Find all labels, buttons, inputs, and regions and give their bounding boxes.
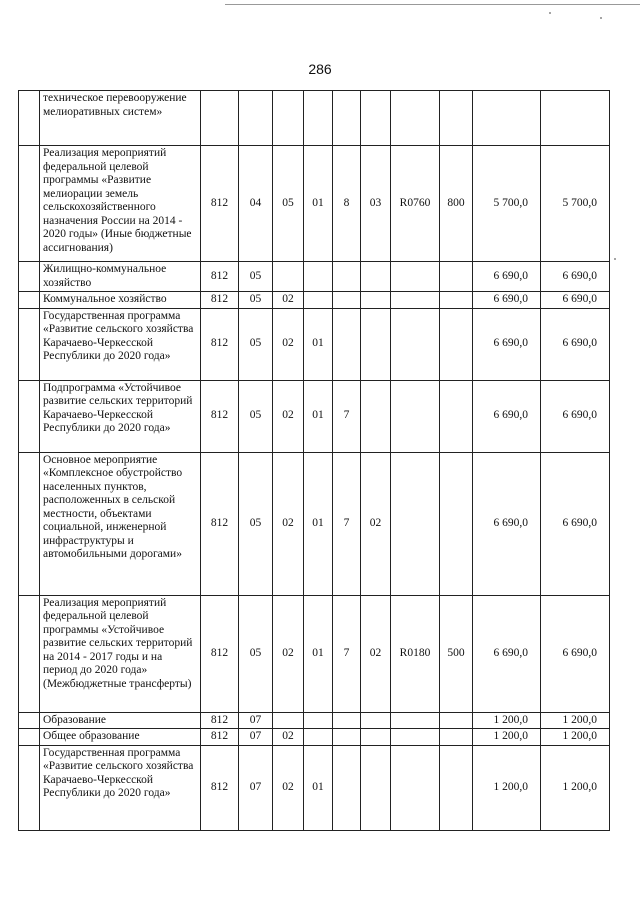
cell-amount-1: 6 690,0	[473, 380, 541, 452]
cell-direction	[391, 91, 440, 146]
table-row	[19, 91, 610, 146]
top-rule	[225, 4, 640, 5]
cell-admin	[201, 91, 239, 146]
cell-activity: 02	[361, 452, 391, 595]
cell-direction	[391, 292, 440, 309]
table-row	[19, 452, 610, 595]
cell-amount-1: 6 690,0	[473, 452, 541, 595]
row-name: Государственная программа «Развитие сельского хозяйства Карачаево-Черкесской Республики до 2020 года»	[40, 308, 201, 380]
blank-cell	[19, 262, 40, 292]
cell-expense-type: 800	[440, 146, 473, 262]
table-row	[19, 292, 610, 309]
cell-amount-1: 6 690,0	[473, 595, 541, 712]
cell-program: 01	[304, 745, 333, 830]
cell-subsection: 02	[273, 729, 304, 746]
cell-section: 05	[239, 452, 273, 595]
cell-section: 07	[239, 729, 273, 746]
cell-expense-type	[440, 91, 473, 146]
cell-activity	[361, 262, 391, 292]
table-row	[19, 729, 610, 746]
cell-direction	[391, 729, 440, 746]
table-row	[19, 262, 610, 292]
cell-activity	[361, 745, 391, 830]
cell-expense-type	[440, 380, 473, 452]
cell-subsection: 02	[273, 595, 304, 712]
cell-program: 01	[304, 452, 333, 595]
cell-direction	[391, 712, 440, 729]
row-name: Образование	[40, 712, 201, 729]
page-number: 286	[308, 61, 332, 77]
row-name: Коммунальное хозяйство	[40, 292, 201, 309]
cell-subprogram	[333, 91, 361, 146]
row-name: Реализация мероприятий федеральной целевой программы «Развитие мелиорации земель сельскохозяйственного назначения России на 2014 - 2020 годы» (Иные бюджетные ассигнования)	[40, 146, 201, 262]
cell-direction	[391, 262, 440, 292]
cell-activity: 03	[361, 146, 391, 262]
blank-cell	[19, 745, 40, 830]
row-name: техническое перевооружение мелиоративных систем»	[40, 91, 201, 146]
cell-subprogram	[333, 292, 361, 309]
row-name: Жилищно-коммунальное хозяйство	[40, 262, 201, 292]
cell-direction	[391, 745, 440, 830]
cell-program: 01	[304, 146, 333, 262]
cell-subprogram	[333, 712, 361, 729]
blank-cell	[19, 146, 40, 262]
cell-subprogram: 7	[333, 452, 361, 595]
cell-direction	[391, 380, 440, 452]
cell-program: 01	[304, 595, 333, 712]
cell-amount-2: 1 200,0	[541, 729, 610, 746]
cell-subprogram	[333, 729, 361, 746]
cell-subprogram: 8	[333, 146, 361, 262]
cell-subsection	[273, 712, 304, 729]
cell-amount-2: 6 690,0	[541, 452, 610, 595]
scan-speck	[549, 12, 551, 14]
cell-admin: 812	[201, 262, 239, 292]
blank-cell	[19, 308, 40, 380]
cell-subsection: 02	[273, 452, 304, 595]
cell-subsection	[273, 262, 304, 292]
blank-cell	[19, 91, 40, 146]
cell-admin: 812	[201, 146, 239, 262]
cell-direction: R0180	[391, 595, 440, 712]
budget-table	[18, 90, 610, 831]
cell-amount-1: 1 200,0	[473, 729, 541, 746]
cell-activity: 02	[361, 595, 391, 712]
cell-amount-2: 6 690,0	[541, 595, 610, 712]
cell-amount-1: 1 200,0	[473, 712, 541, 729]
cell-activity	[361, 292, 391, 309]
cell-amount-1	[473, 91, 541, 146]
cell-subsection: 02	[273, 292, 304, 309]
cell-amount-1: 6 690,0	[473, 292, 541, 309]
cell-amount-1: 5 700,0	[473, 146, 541, 262]
cell-section: 05	[239, 595, 273, 712]
cell-subprogram	[333, 308, 361, 380]
cell-admin: 812	[201, 452, 239, 595]
cell-section: 07	[239, 745, 273, 830]
cell-expense-type	[440, 729, 473, 746]
table-row	[19, 380, 610, 452]
row-name: Реализация мероприятий федеральной целевой программы «Устойчивое развитие сельских территорий на 2014 - 2017 годы и на период до 2020 года» (Межбюджетные трансферты)	[40, 595, 201, 712]
cell-admin: 812	[201, 292, 239, 309]
cell-amount-2: 1 200,0	[541, 712, 610, 729]
cell-subsection: 02	[273, 380, 304, 452]
scan-speck	[614, 258, 616, 260]
table-row	[19, 146, 610, 262]
cell-expense-type	[440, 262, 473, 292]
cell-section: 07	[239, 712, 273, 729]
cell-expense-type: 500	[440, 595, 473, 712]
cell-activity	[361, 91, 391, 146]
table-row	[19, 712, 610, 729]
cell-program: 01	[304, 308, 333, 380]
row-name: Подпрограмма «Устойчивое развитие сельских территорий Карачаево-Черкесской Республики до 2020 года»	[40, 380, 201, 452]
cell-direction	[391, 308, 440, 380]
cell-amount-2: 6 690,0	[541, 380, 610, 452]
cell-subsection	[273, 91, 304, 146]
cell-program	[304, 712, 333, 729]
cell-program	[304, 91, 333, 146]
cell-admin: 812	[201, 712, 239, 729]
table-row	[19, 745, 610, 830]
cell-section: 05	[239, 292, 273, 309]
blank-cell	[19, 292, 40, 309]
cell-admin: 812	[201, 308, 239, 380]
cell-admin: 812	[201, 745, 239, 830]
row-name: Государственная программа «Развитие сельского хозяйства Карачаево-Черкесской Республики до 2020 года»	[40, 745, 201, 830]
cell-activity	[361, 308, 391, 380]
cell-amount-2: 5 700,0	[541, 146, 610, 262]
cell-amount-1: 1 200,0	[473, 745, 541, 830]
cell-subsection: 02	[273, 308, 304, 380]
cell-section: 05	[239, 308, 273, 380]
cell-program	[304, 262, 333, 292]
cell-admin: 812	[201, 380, 239, 452]
cell-expense-type	[440, 712, 473, 729]
cell-amount-1: 6 690,0	[473, 308, 541, 380]
cell-admin: 812	[201, 729, 239, 746]
scan-speck	[600, 17, 602, 19]
cell-expense-type	[440, 292, 473, 309]
blank-cell	[19, 452, 40, 595]
cell-admin: 812	[201, 595, 239, 712]
cell-expense-type	[440, 745, 473, 830]
cell-amount-2: 1 200,0	[541, 745, 610, 830]
cell-program	[304, 292, 333, 309]
table-row	[19, 595, 610, 712]
cell-amount-2	[541, 91, 610, 146]
cell-amount-2: 6 690,0	[541, 292, 610, 309]
cell-activity	[361, 380, 391, 452]
cell-subprogram	[333, 262, 361, 292]
cell-expense-type	[440, 452, 473, 595]
cell-section: 05	[239, 262, 273, 292]
blank-cell	[19, 595, 40, 712]
blank-cell	[19, 712, 40, 729]
cell-amount-2: 6 690,0	[541, 308, 610, 380]
table-row	[19, 308, 610, 380]
cell-amount-1: 6 690,0	[473, 262, 541, 292]
cell-subprogram	[333, 745, 361, 830]
cell-section	[239, 91, 273, 146]
blank-cell	[19, 729, 40, 746]
cell-activity	[361, 712, 391, 729]
row-name: Основное мероприятие «Комплексное обустройство населенных пунктов, расположенных в сельской местности, объектами социальной, инженерной инфраструктуры и автомобильными дорогами»	[40, 452, 201, 595]
cell-program: 01	[304, 380, 333, 452]
cell-expense-type	[440, 308, 473, 380]
cell-direction	[391, 452, 440, 595]
cell-section: 04	[239, 146, 273, 262]
row-name: Общее образование	[40, 729, 201, 746]
cell-subsection: 05	[273, 146, 304, 262]
cell-program	[304, 729, 333, 746]
cell-subsection: 02	[273, 745, 304, 830]
blank-cell	[19, 380, 40, 452]
cell-subprogram: 7	[333, 380, 361, 452]
cell-subprogram: 7	[333, 595, 361, 712]
cell-direction: R0760	[391, 146, 440, 262]
cell-section: 05	[239, 380, 273, 452]
cell-amount-2: 6 690,0	[541, 262, 610, 292]
cell-activity	[361, 729, 391, 746]
